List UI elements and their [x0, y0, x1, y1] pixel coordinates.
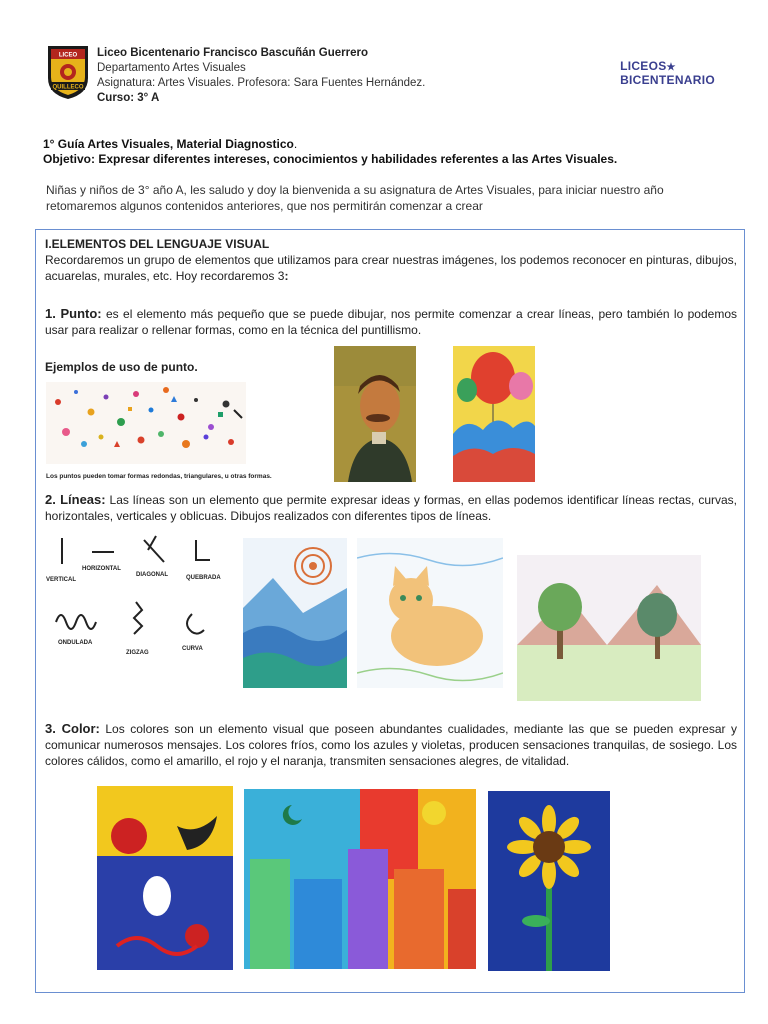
- label-diagonal: DIAGONAL: [136, 572, 168, 578]
- punto-paragraph: [45, 306, 737, 338]
- crest-bottom-text: QUILLECO: [52, 84, 84, 91]
- dots-example-image: [46, 382, 246, 464]
- examples-title: Ejemplos de uso de punto.: [45, 360, 198, 374]
- color-label: 3. Color:: [45, 721, 100, 736]
- pointillism-portrait-image: [334, 346, 416, 482]
- color-sunflower-painting-image: [488, 791, 610, 971]
- brand-line2: BICENTENARIO: [620, 73, 715, 87]
- school-name: Liceo Bicentenario Francisco Bascuñán Guerrero: [97, 47, 368, 59]
- star-icon: ★: [666, 62, 676, 73]
- label-quebrada: QUEBRADA: [186, 575, 221, 581]
- subject-teacher: Asignatura: Artes Visuales. Profesora: Sara Fuentes Hernández.: [97, 77, 426, 89]
- intro-paragraph: Niñas y niños de 3° año A, les saludo y doy la bienvenida a su asignatura de Artes Visuales, para iniciar nuestro año retomaremos algunos contenidos anteriores, que nos permitirán comenzar a crear: [46, 183, 664, 213]
- line-types-diagram: [44, 532, 234, 664]
- brand-line1: LICEOS: [620, 59, 667, 73]
- label-vertical: VERTICAL: [46, 577, 76, 583]
- section-lead-end: :: [284, 269, 289, 283]
- school-crest-logo: [45, 44, 91, 100]
- lineas-text: Las líneas son un elemento que permite expresar ideas y formas, en ellas podemos identificar líneas rectas, curvas, horizontales, verticales y oblicuas. Dibujos realizados con diferentes tipos de líneas.: [45, 493, 738, 523]
- label-curva: CURVA: [182, 646, 203, 652]
- section-lead-text: Recordaremos un grupo de elementos que utilizamos para crear nuestras imágenes, los podemos reconocer en pinturas, dibujos, acuarelas, murales, etc. Hoy recordaremos 3: [45, 253, 737, 283]
- color-abstract-painting-image: [97, 786, 233, 970]
- department: Departamento Artes Visuales: [97, 62, 246, 74]
- punto-text: es el elemento más pequeño que se puede dibujar, nos permite comenzar a crear líneas, pero también lo podemos usar para realizar o rellenar formas, como en la técnica del puntillismo.: [45, 307, 737, 337]
- liceos-bicentenario-logo: [620, 60, 715, 86]
- color-houses-painting-image: [244, 789, 476, 969]
- dots-caption: Los puntos pueden tomar formas redondas, triangulares, u otras formas.: [46, 473, 272, 480]
- color-paragraph: [45, 721, 737, 769]
- color-text: Los colores son un elemento visual que poseen abundantes cualidades, mediante las que se pueden expresar y comunicar numerosos mensajes. Los colores fríos, como los azules y violetas, producen sensaciones tranquilas, de sosiego. Los colores cálidos, como el amarillo, el rojo y el naranja, transmiten sensaciones alegres, de vitalidad.: [45, 722, 737, 768]
- pointillism-balloons-image: [453, 346, 535, 482]
- line-art-mountains-image: [243, 538, 347, 688]
- line-art-trees-image: [517, 555, 701, 701]
- crest-top-text: LICEO: [58, 52, 78, 59]
- header-text-block: [97, 46, 425, 106]
- course: Curso: 3° A: [97, 92, 160, 104]
- guide-heading: [43, 137, 723, 167]
- content-box: [35, 229, 745, 993]
- label-ondulada: ONDULADA: [58, 640, 93, 646]
- lineas-label: 2. Líneas:: [45, 492, 106, 507]
- section-lead: [45, 252, 737, 284]
- document-header: [45, 44, 725, 116]
- punto-label: 1. Punto:: [45, 306, 102, 321]
- label-zigzag: ZIGZAG: [126, 650, 149, 656]
- line-art-cat-image: [357, 538, 503, 688]
- guide-title: 1° Guía Artes Visuales, Material Diagnostico: [43, 137, 294, 151]
- guide-objective: Objetivo: Expresar diferentes intereses, conocimientos y habilidades referentes a las Artes Visuales.: [43, 152, 618, 166]
- label-horizontal: HORIZONTAL: [82, 566, 121, 572]
- section-title: I.ELEMENTOS DEL LENGUAJE VISUAL: [45, 237, 270, 251]
- guide-title-end: .: [293, 137, 298, 151]
- lineas-paragraph: [45, 492, 737, 524]
